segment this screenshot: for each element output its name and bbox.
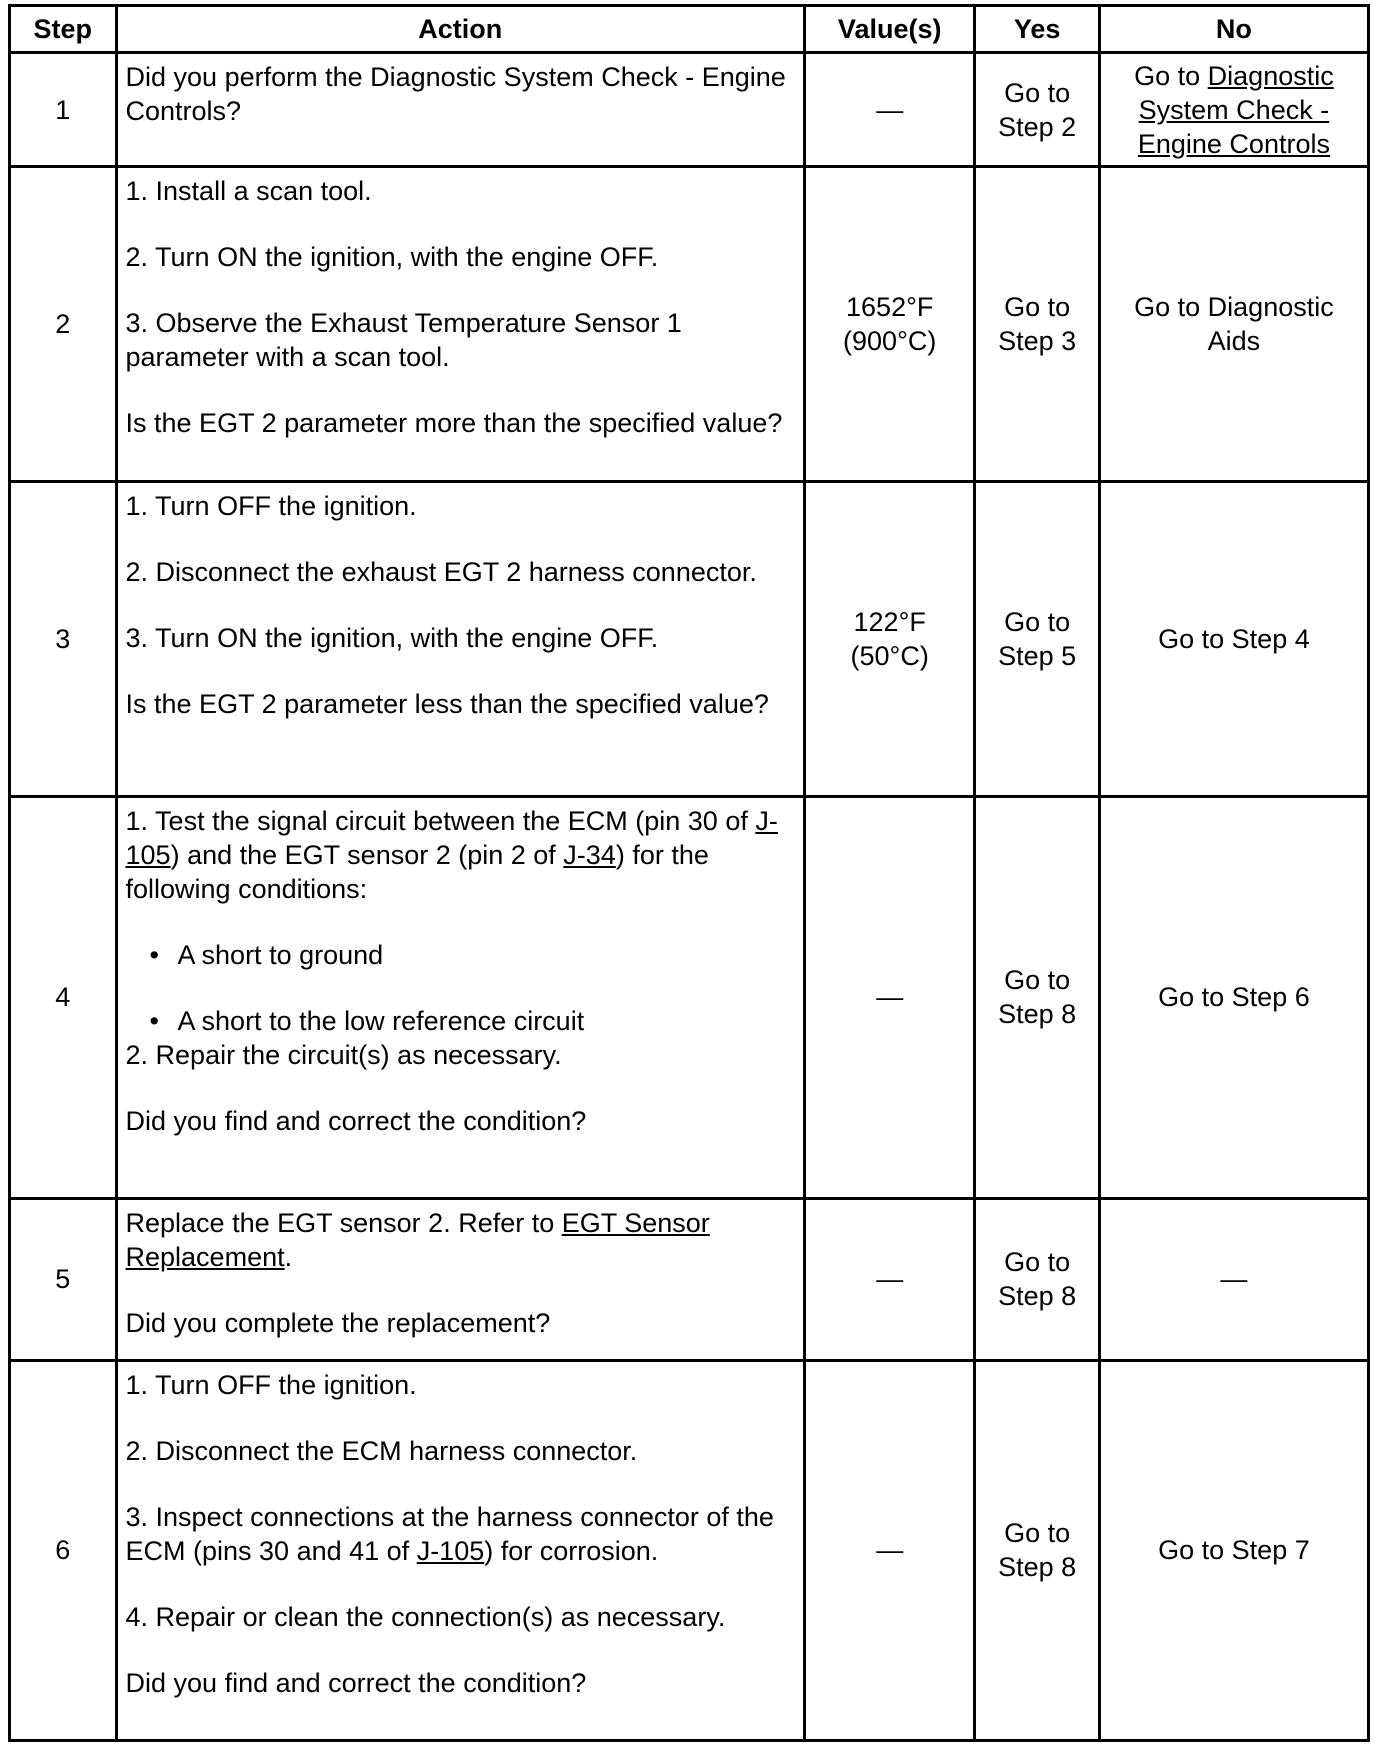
value-cell: — <box>804 1198 974 1360</box>
action-cell <box>116 1198 804 1360</box>
text-span: . <box>284 1241 293 1272</box>
reference-link[interactable]: J-105 <box>416 1535 485 1566</box>
header-no: No <box>1099 6 1368 53</box>
header-step: Step <box>10 6 117 53</box>
bullet-text <box>156 1004 585 1038</box>
table-row <box>10 1198 1369 1360</box>
text-span: 4. Repair or clean the connection(s) as necessary. <box>125 1601 726 1632</box>
text-span: 3. Inspect connections at the harness connector of the ECM (pins 30 and 41 of <box>125 1501 774 1566</box>
yes-cell: Go to Step 8 <box>975 1360 1099 1740</box>
no-cell <box>1099 482 1368 797</box>
text-span: 1. Turn OFF the ignition. <box>125 491 417 522</box>
text-span: Is the EGT 2 parameter less than the specified value? <box>125 689 769 720</box>
text-span: Did you find and correct the condition? <box>125 1667 587 1698</box>
action-paragraph <box>126 1104 795 1138</box>
reference-link[interactable]: EGT Sensor Replacement <box>125 1207 710 1272</box>
action-cell <box>116 167 804 482</box>
action-paragraph <box>126 1368 795 1402</box>
action-bullet <box>126 1004 795 1038</box>
text-span: Did you complete the replacement? <box>125 1307 551 1338</box>
action-paragraph <box>126 1500 795 1568</box>
bullet-text <box>156 938 384 972</box>
step-number: 4 <box>10 797 117 1199</box>
no-cell <box>1099 53 1368 167</box>
step-number: 3 <box>10 482 117 797</box>
header-action: Action <box>116 6 804 53</box>
text-span: ) and the EGT sensor 2 (pin 2 of <box>170 840 564 871</box>
no-cell <box>1099 797 1368 1199</box>
value-cell: — <box>804 797 974 1199</box>
header-row <box>10 6 1369 53</box>
table-row <box>10 482 1369 797</box>
action-paragraph <box>126 621 795 655</box>
text-span: 2. Disconnect the ECM harness connector. <box>125 1435 638 1466</box>
table-row <box>10 1360 1369 1740</box>
no-cell <box>1099 1360 1368 1740</box>
value-cell: — <box>804 1360 974 1740</box>
reference-link[interactable]: Diagnostic System Check - Engine Controls <box>1137 60 1334 159</box>
action-paragraph <box>126 1666 795 1700</box>
diagnostic-table <box>8 4 1370 1742</box>
action-paragraph <box>126 489 795 523</box>
yes-cell: Go to Step 8 <box>975 1198 1099 1360</box>
step-number: 1 <box>10 53 117 167</box>
value-cell: — <box>804 53 974 167</box>
text-span: Is the EGT 2 parameter more than the specified value? <box>125 408 783 439</box>
yes-cell: Go to Step 2 <box>975 53 1099 167</box>
header-yes: Yes <box>975 6 1099 53</box>
action-cell <box>116 797 804 1199</box>
yes-cell: Go to Step 5 <box>975 482 1099 797</box>
action-paragraph <box>126 1206 795 1274</box>
text-span: 2. Disconnect the exhaust EGT 2 harness connector. <box>125 557 757 588</box>
action-paragraph <box>126 555 795 589</box>
action-cell <box>116 482 804 797</box>
reference-link[interactable]: J-34 <box>563 840 616 871</box>
text-span: Go to Step 6 <box>1158 982 1310 1013</box>
table-row <box>10 797 1369 1199</box>
reference-link[interactable]: J-105 <box>125 806 778 871</box>
text-span: 1. Test the signal circuit between the ECM (pin 30 of <box>125 806 756 837</box>
text-span: ) for the following conditions: <box>125 840 709 905</box>
action-paragraph <box>126 406 795 440</box>
value-cell: 1652°F (900°C) <box>804 167 974 482</box>
yes-cell: Go to Step 8 <box>975 797 1099 1199</box>
step-number: 5 <box>10 1198 117 1360</box>
no-cell <box>1099 1198 1368 1360</box>
action-paragraph <box>126 174 795 208</box>
text-span: Go to Step 4 <box>1158 624 1310 655</box>
action-paragraph <box>126 1306 795 1340</box>
text-span: Go to Diagnostic Aids <box>1134 292 1334 357</box>
action-paragraph <box>126 60 795 128</box>
text-span: — <box>1220 1264 1248 1295</box>
header-values: Value(s) <box>804 6 974 53</box>
action-paragraph <box>126 240 795 274</box>
text-span: 2. Turn ON the ignition, with the engine OFF. <box>125 242 659 273</box>
action-paragraph <box>126 804 795 906</box>
action-paragraph <box>126 687 795 721</box>
action-bullet <box>126 938 795 972</box>
action-paragraph <box>126 1038 795 1072</box>
text-span: ) for corrosion. <box>484 1535 659 1566</box>
text-span: 2. Repair the circuit(s) as necessary. <box>125 1040 562 1071</box>
value-cell: 122°F (50°C) <box>804 482 974 797</box>
step-number: 6 <box>10 1360 117 1740</box>
text-span: Did you find and correct the condition? <box>125 1106 587 1137</box>
step-number: 2 <box>10 167 117 482</box>
table-row <box>10 167 1369 482</box>
text-span: Go to <box>1134 60 1208 91</box>
action-paragraph <box>126 1600 795 1634</box>
text-span: 3. Observe the Exhaust Temperature Sensor 1 parameter with a scan tool. <box>125 308 682 373</box>
text-span: A short to the low reference circuit <box>177 1006 585 1037</box>
table-row <box>10 53 1369 167</box>
text-span: Go to Step 7 <box>1158 1535 1310 1566</box>
action-cell <box>116 1360 804 1740</box>
no-cell <box>1099 167 1368 482</box>
text-span: 3. Turn ON the ignition, with the engine OFF. <box>125 623 659 654</box>
action-paragraph <box>126 1434 795 1468</box>
text-span: Replace the EGT sensor 2. Refer to <box>125 1207 562 1238</box>
text-span: 1. Turn OFF the ignition. <box>125 1369 417 1400</box>
text-span: A short to ground <box>177 940 384 971</box>
yes-cell: Go to Step 3 <box>975 167 1099 482</box>
text-span: 1. Install a scan tool. <box>125 176 372 207</box>
text-span: Did you perform the Diagnostic System Check - Engine Controls? <box>125 62 786 126</box>
action-paragraph <box>126 306 795 374</box>
action-cell <box>116 53 804 167</box>
